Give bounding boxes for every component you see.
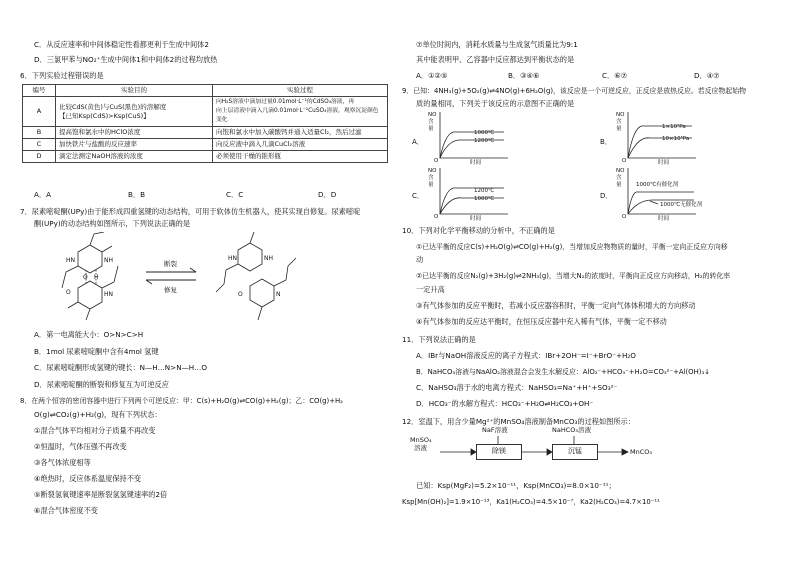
- row-process: 必须使用干燥的锥形瓶: [213, 151, 388, 163]
- row-process: 向饱和氯水中加入碳酸钙并通入适量Cl₂，然后过滤: [213, 127, 388, 139]
- atom-label: N: [276, 291, 281, 298]
- svg-text:含: 含: [616, 175, 622, 181]
- row-id: B: [23, 127, 56, 139]
- svg-text:1200℃: 1200℃: [474, 188, 495, 194]
- q8-item: ⑦单位时间内，消耗水质量与生成氢气质量比为9:1: [416, 40, 578, 49]
- step-remove-mg: 除镁: [476, 444, 522, 460]
- svg-text:时间: 时间: [470, 160, 482, 166]
- table-row: [23, 151, 388, 163]
- table-header: 实验目的: [56, 85, 213, 97]
- q10-item-1b: 动: [416, 255, 424, 264]
- atom-label: O: [238, 291, 243, 298]
- q8-item: ④绝热时，反应体系温度保持不变: [34, 474, 142, 483]
- atom-label: HN: [228, 255, 237, 262]
- svg-text:含: 含: [428, 119, 434, 125]
- q10-stem: 10．下列对化学平衡移动的分析中，不正确的是: [402, 226, 555, 235]
- q9-stem-line2: 质的量相同，下列关于该反应的示意图不正确的是: [416, 99, 575, 108]
- q5-option-c: C．从反应速率和中间体稳定性看都更利于生成中间体2: [34, 40, 209, 49]
- ksp-line1: 已知：Ksp(MgF₂)=5.2×10⁻¹¹，Ksp(MnCO₃)=8.0×10⁻¹¹；: [416, 481, 616, 490]
- flow-start: MnSO₄ 溶液: [410, 436, 432, 452]
- svg-text:时间: 时间: [658, 160, 670, 166]
- table-row: [23, 97, 388, 127]
- q8-item: ③各气体浓度相等: [34, 458, 91, 467]
- q10-item-4: ④有气体参加的反应达平衡时，在恒压反应器中充入稀有气体，平衡一定不移动: [416, 317, 667, 326]
- atom-label: O: [83, 274, 88, 281]
- svg-text:1000℃: 1000℃: [474, 196, 495, 202]
- break-label: 断裂: [164, 260, 177, 268]
- repair-label: 修复: [164, 286, 177, 294]
- reagent-naf: NaF溶液: [482, 426, 508, 434]
- q6-stem: 6．下列实验过程错误的是: [20, 71, 104, 80]
- svg-text:1000℃: 1000℃: [474, 130, 495, 136]
- q9-stem-line1: 9．已知：4NH₃(g)+5O₂(g)⇌4NO(g)+6H₂O(g)，该反应是一个可逆反应，正反应是放热反应。若反应物起始物: [402, 87, 746, 95]
- row-id: A: [23, 97, 56, 127]
- svg-text:时间: 时间: [470, 216, 482, 222]
- svg-text:1000℃无催化剂: 1000℃无催化剂: [660, 202, 703, 208]
- q8-question: 其中能表明甲、乙容器中反应都达到平衡状态的是: [416, 55, 575, 64]
- svg-text:量: 量: [616, 126, 622, 132]
- svg-text:NO: NO: [428, 168, 437, 174]
- row-process: 向H₂S溶液中滴加过量0.01mol·L⁻¹的CdSO₄溶液，再 向上层清液中滴入几滴0.01mol·L⁻¹CuSO₄溶液，观察沉淀颜色变化: [213, 97, 388, 127]
- q11-option-c: C．NaHSO₃溶于水的电离方程式：NaHSO₃=Na⁺+H⁺+SO₃²⁻: [416, 383, 618, 392]
- q6-option-a: A．A: [34, 190, 52, 199]
- svg-text:量: 量: [428, 126, 434, 132]
- right-column: [402, 0, 774, 562]
- svg-text:NO: NO: [616, 112, 625, 118]
- atom-label: HN: [66, 257, 75, 264]
- q11-option-b: B．NaHCO₃溶液与NaAlO₂溶液混合会发生水解反应：AlO₂⁻+HCO₃⁻+H₂O=CO₃²⁻+Al(OH)₃↓: [416, 368, 710, 376]
- atom-label: HN: [104, 291, 113, 298]
- row-id: C: [23, 139, 56, 151]
- q11-option-a: A．IBr与NaOH溶液反应的离子方程式：IBr+2OH⁻=I⁻+BrO⁻+H₂O: [416, 351, 636, 360]
- q8-option-b: B．③④⑥: [508, 71, 540, 80]
- svg-text:O: O: [434, 158, 439, 164]
- q8-item: ⑤断裂氢氧键速率是断裂氢氢键速率的2倍: [34, 490, 168, 499]
- svg-text:C．: C．: [412, 192, 424, 200]
- table-header: 实验过程: [213, 85, 388, 97]
- q10-item-2b: 一定升高: [416, 285, 445, 294]
- atom-label: NH: [264, 255, 273, 262]
- svg-text:NO: NO: [428, 112, 437, 118]
- q8-option-d: D．④⑦: [694, 71, 720, 80]
- q8-stem-line1: 8．在两个恒容的密闭容器中进行下列两个可逆反应：甲：C(s)+H₂O(g)⇌CO(g)+H₂(g)；乙：CO(g)+H₂: [20, 397, 343, 405]
- row-goal: 提高饱和氯水中的HClO浓度: [56, 127, 213, 139]
- svg-text:O: O: [434, 214, 439, 220]
- q6-option-c: C．C: [226, 190, 244, 199]
- table-row: [23, 127, 388, 139]
- svg-text:1000℃有催化剂: 1000℃有催化剂: [636, 182, 679, 188]
- q7-option-d: D．尿素嘧啶酮的断裂和修复互为可逆反应: [34, 380, 169, 389]
- q10-item-3: ③有气体参加的反应平衡时，若减小反应器容积时，平衡一定向气体体积增大的方向移动: [416, 301, 696, 310]
- row-goal: 滴定法测定NaOH溶液的浓度: [56, 151, 213, 163]
- q5-option-d: D．三氯甲苯与NO₂⁺生成中间体1和中间体2的过程均放热: [34, 55, 218, 64]
- svg-text:O: O: [622, 158, 627, 164]
- q7-stem-line2: 酮(UPy)的动态结构如图所示，下列说法正确的是: [34, 219, 191, 228]
- q10-item-1: ①已达平衡的反应C(s)+H₂O(g)⇌CO(g)+H₂(g)，当增加反应物物质的量时，平衡一定向正反应方向移: [416, 243, 728, 251]
- row-process: 向反应液中滴入几滴CuCl₂溶液: [213, 139, 388, 151]
- row-id: D: [23, 151, 56, 163]
- q7-option-a: A．第一电离能大小：O>N>C>H: [34, 330, 144, 339]
- svg-text:D．: D．: [600, 192, 613, 200]
- svg-text:含: 含: [616, 119, 622, 125]
- row-goal: 比较CdS(黄色)与CuS(黑色)的溶解度 【已知Ksp(CdS)>Ksp(CuS)】: [56, 97, 213, 127]
- atom-label: NH: [104, 257, 113, 264]
- svg-text:量: 量: [616, 182, 622, 188]
- svg-text:量: 量: [428, 182, 434, 188]
- q10-item-2: ②已达平衡的反应N₂(g)+3H₂(g)⇌2NH₃(g)，当增大N₂的浓度时，平衡向正反应方向移动，H₂的转化率: [416, 272, 731, 280]
- svg-text:10×10⁵Pa: 10×10⁵Pa: [662, 136, 690, 142]
- svg-text:含: 含: [428, 175, 434, 181]
- q8-option-c: C．⑥⑦: [602, 71, 628, 80]
- q7-stem-line1: 7．尿素嘧啶酮(UPy)由于能形成四重氢键的动态结构，可用于软体仿生机器人，使其实现自修复。尿素嘧啶: [20, 207, 361, 216]
- svg-text:B．: B．: [600, 138, 612, 146]
- q8-item: ①混合气体平均相对分子质量不再改变: [34, 426, 156, 435]
- svg-text:1200℃: 1200℃: [474, 138, 495, 144]
- q9-graphs: [412, 112, 772, 224]
- ksp-line2: Ksp[Mn(OH)₂]=1.9×10⁻¹³，Ka1(H₂CO₃)=4.5×10⁻⁷，Ka2(H₂CO₃)=4.7×10⁻¹¹: [402, 498, 660, 506]
- q7-option-c: C．尿素嘧啶酮形成氢键的键长：N—H…N>N—H…O: [34, 363, 208, 372]
- upy-structure-figure: [38, 232, 368, 322]
- q12-stem: 12．室温下，用含少量Mg²⁺的MnSO₄溶液制备MnCO₃的过程如图所示：: [402, 417, 635, 426]
- row-goal: 加快铁片与盐酸的反应速率: [56, 139, 213, 151]
- q11-stem: 11．下列说法正确的是: [402, 335, 476, 344]
- svg-text:NO: NO: [616, 168, 625, 174]
- svg-text:时间: 时间: [658, 216, 670, 222]
- q6-option-d: D．D: [318, 190, 337, 199]
- table-header: 编号: [23, 85, 56, 97]
- q11-option-d: D．HCO₃⁻的水解方程式：HCO₃⁻+H₂O⇌H₂CO₃+OH⁻: [416, 399, 594, 408]
- flow-arrows: [438, 430, 638, 470]
- q8-item: ②恒温时，气体压强不再改变: [34, 442, 127, 451]
- table-row: [23, 139, 388, 151]
- q6-option-b: B．B: [128, 190, 146, 199]
- svg-text:A．: A．: [412, 138, 424, 146]
- step-precipitate-mn: 沉锰: [552, 444, 598, 460]
- left-column: [20, 0, 392, 562]
- reagent-nahco3: NaHCO₃溶液: [552, 426, 591, 434]
- svg-text:O: O: [622, 214, 627, 220]
- q6-table: [22, 84, 388, 163]
- q7-option-b: B．1mol 尿素嘧啶酮中含有4mol 氢键: [34, 347, 159, 356]
- atom-label: O: [66, 289, 71, 296]
- q8-item: ⑥混合气体密度不变: [34, 506, 98, 515]
- q8-option-a: A．①②⑤: [416, 71, 448, 80]
- q8-stem-line2: O(g)⇌CO₂(g)+H₂(g)，现有下列状态：: [34, 410, 162, 419]
- flow-end: MnCO₃: [630, 448, 652, 456]
- atom-label: H: [94, 274, 99, 281]
- svg-text:1×10⁵Pa: 1×10⁵Pa: [662, 124, 686, 130]
